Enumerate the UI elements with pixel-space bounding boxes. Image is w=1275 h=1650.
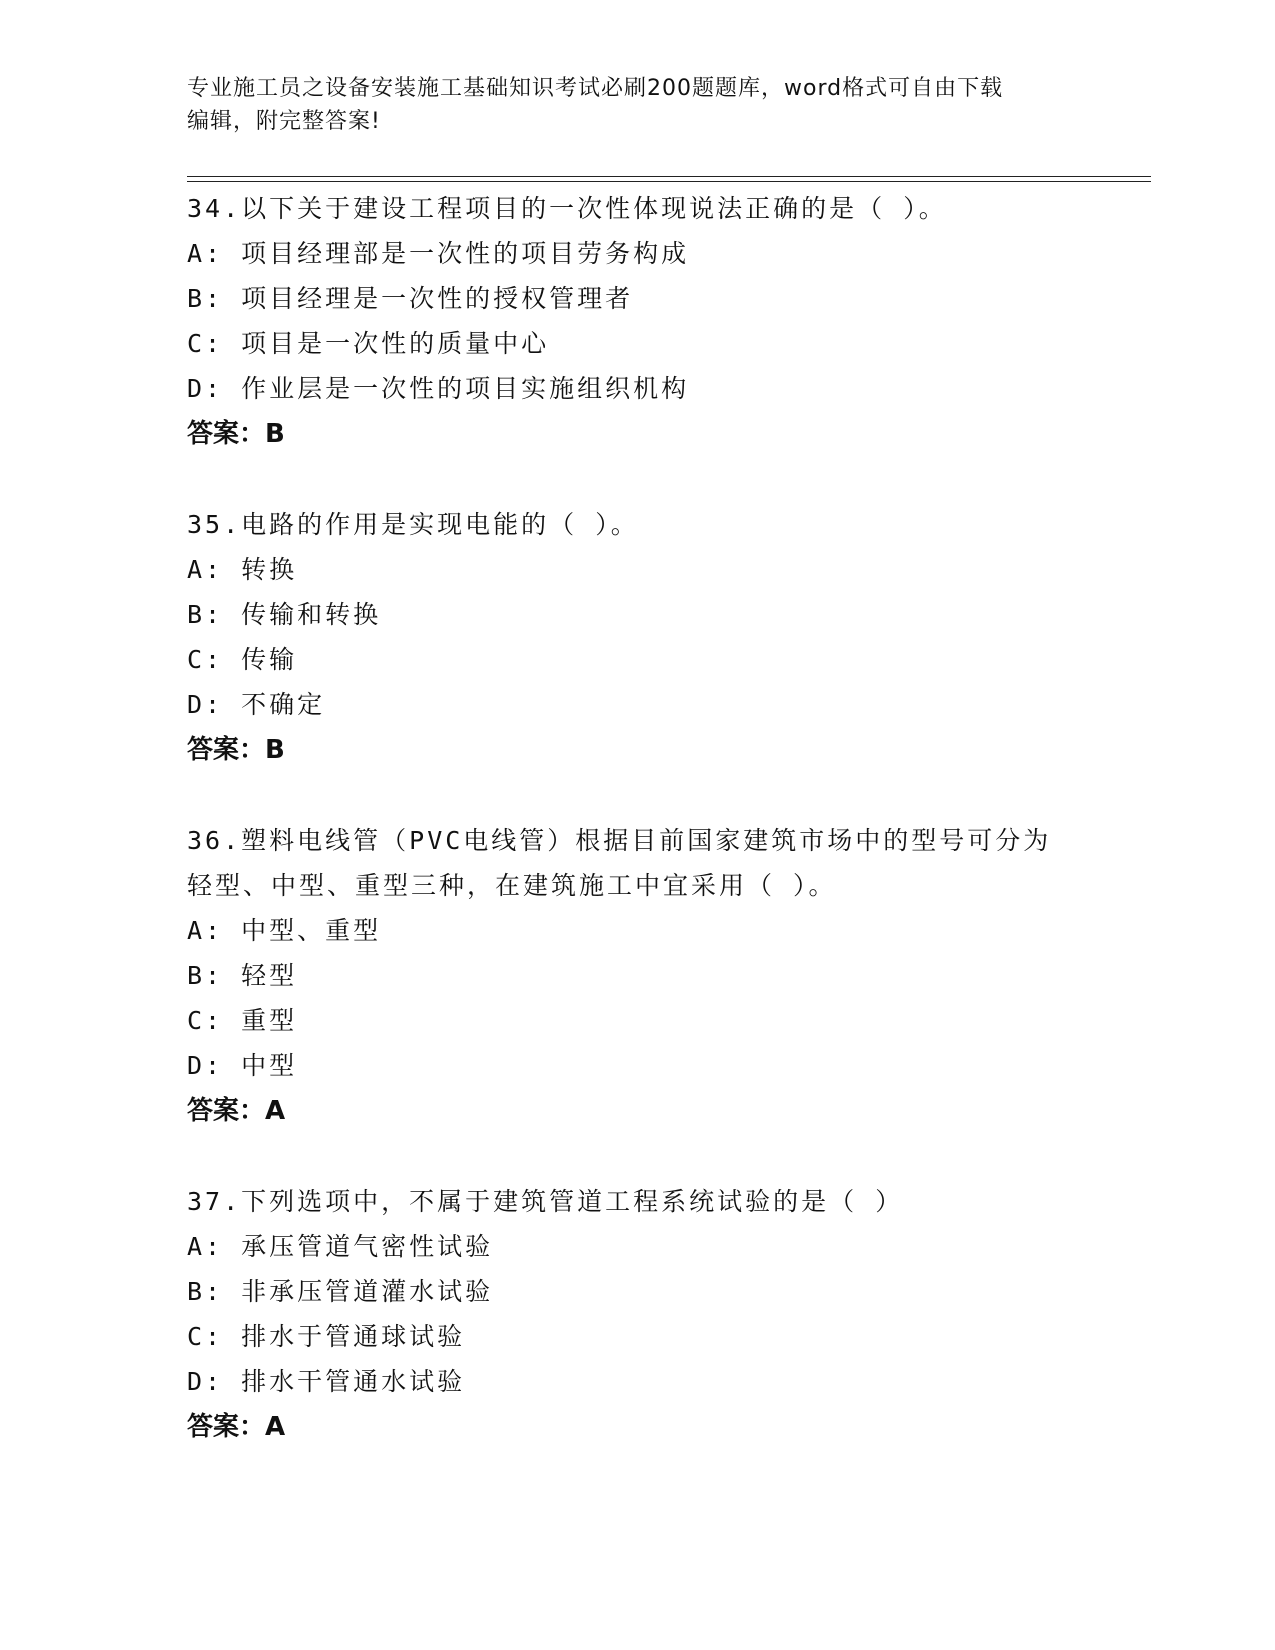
document-header bbox=[187, 72, 1067, 138]
option-a: A: 中型、重型 bbox=[187, 916, 382, 945]
answer-label: 答案：A bbox=[187, 1096, 286, 1126]
option-a: A: 项目经理部是一次性的项目劳务构成 bbox=[187, 239, 690, 268]
option-d: D: 排水干管通水试验 bbox=[187, 1367, 466, 1396]
option-b: B: 传输和转换 bbox=[187, 600, 382, 629]
question-stem: 35.电路的作用是实现电能的（ ）。 bbox=[187, 510, 639, 539]
question-34 bbox=[187, 186, 1087, 457]
option-d: D: 中型 bbox=[187, 1051, 298, 1080]
option-a: A: 承压管道气密性试验 bbox=[187, 1232, 494, 1261]
question-stem: 34.以下关于建设工程项目的一次性体现说法正确的是（ ）。 bbox=[187, 194, 947, 223]
header-divider bbox=[187, 176, 1151, 182]
option-a: A: 转换 bbox=[187, 555, 298, 584]
question-stem: 37.下列选项中，不属于建筑管道工程系统试验的是（ ） bbox=[187, 1187, 904, 1216]
question-36 bbox=[187, 818, 1087, 1134]
question-spacer bbox=[187, 1134, 1087, 1179]
question-spacer bbox=[187, 457, 1087, 502]
header-title-line-2: 编辑，附完整答案! bbox=[187, 109, 381, 134]
option-b: B: 轻型 bbox=[187, 961, 298, 990]
option-d: D: 作业层是一次性的项目实施组织机构 bbox=[187, 374, 690, 403]
option-d: D: 不确定 bbox=[187, 690, 326, 719]
question-list bbox=[187, 186, 1087, 1450]
answer-label: 答案：B bbox=[187, 735, 285, 765]
option-b: B: 非承压管道灌水试验 bbox=[187, 1277, 494, 1306]
option-c: C: 项目是一次性的质量中心 bbox=[187, 329, 550, 358]
answer-label: 答案：B bbox=[187, 419, 285, 449]
option-c: C: 排水于管通球试验 bbox=[187, 1322, 466, 1351]
question-37 bbox=[187, 1179, 1087, 1450]
question-stem-continued: 轻型、中型、重型三种，在建筑施工中宜采用（ ）。 bbox=[187, 871, 837, 900]
answer-label: 答案：A bbox=[187, 1412, 286, 1442]
option-b: B: 项目经理是一次性的授权管理者 bbox=[187, 284, 634, 313]
header-title-line-1: 专业施工员之设备安装施工基础知识考试必刷200题题库，word格式可自由下载 bbox=[187, 76, 1004, 101]
question-35 bbox=[187, 502, 1087, 773]
option-c: C: 重型 bbox=[187, 1006, 298, 1035]
question-stem: 36.塑料电线管（PVC电线管）根据目前国家建筑市场中的型号可分为 bbox=[187, 826, 1052, 855]
option-c: C: 传输 bbox=[187, 645, 298, 674]
question-spacer bbox=[187, 773, 1087, 818]
